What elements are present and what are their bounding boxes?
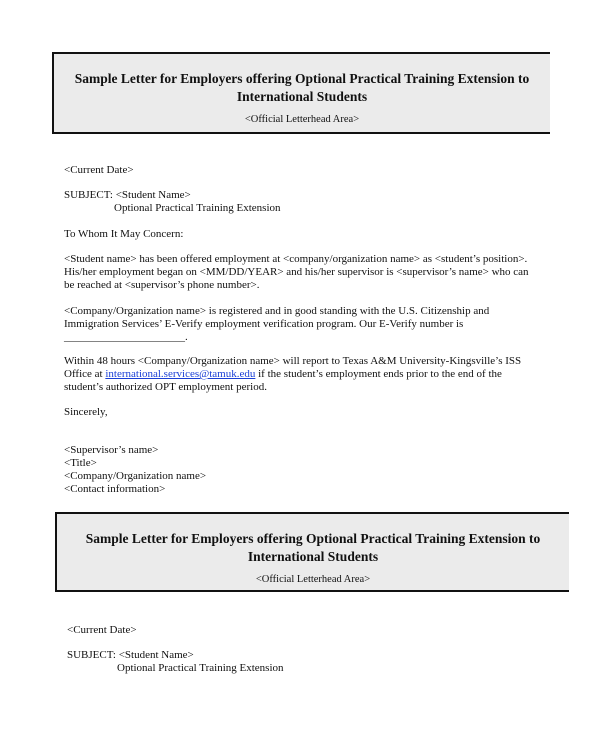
letterhead-area: <Official Letterhead Area>: [244, 114, 360, 125]
letter-title: Sample Letter for Employers offering Optional Practical Training Extension to International Students: [74, 71, 530, 104]
paragraph-2: <Company/Organization name> is registered and in good standing with the U.S. Citizenship and Immigration Services’ E-Verify employment verification program. Our E-Verify number is ______________________.: [64, 305, 490, 343]
paragraph-1: <Student name> has been offered employment at <company/organization name> as <student’s position>. His/her employment began on <MM/DD/YEAR> and his/her supervisor is <supervisor’s name> who can be reached at <supervisor’s phone number>.: [64, 253, 529, 291]
letterhead-box: [52, 52, 550, 134]
subject-line2: Optional Practical Training Extension: [114, 202, 281, 214]
signature-block: <Supervisor’s name> <Title> <Company/Organization name> <Contact information>: [64, 444, 207, 495]
current-date-2: <Current Date>: [67, 624, 137, 636]
current-date: <Current Date>: [64, 164, 134, 176]
letter-title-2: Sample Letter for Employers offering Optional Practical Training Extension to International Students: [85, 531, 541, 564]
paragraph-3: Within 48 hours <Company/Organization name> will report to Texas A&M University-Kingsville’s ISS Office at international.services@tamuk.edu if the student’s employment ends prior to the end of the student’s authorized OPT employment period.: [64, 355, 522, 393]
letterhead-area-2: <Official Letterhead Area>: [255, 574, 371, 585]
subject-line2-2: Optional Practical Training Extension: [117, 662, 284, 674]
subject: SUBJECT: <Student Name>: [64, 189, 191, 201]
email-link[interactable]: international.services@tamuk.edu: [105, 368, 256, 380]
subject-2: SUBJECT: <Student Name>: [67, 649, 194, 661]
letterhead-box-2: [55, 512, 569, 592]
closing: Sincerely,: [64, 406, 108, 418]
salutation: To Whom It May Concern:: [64, 228, 184, 240]
